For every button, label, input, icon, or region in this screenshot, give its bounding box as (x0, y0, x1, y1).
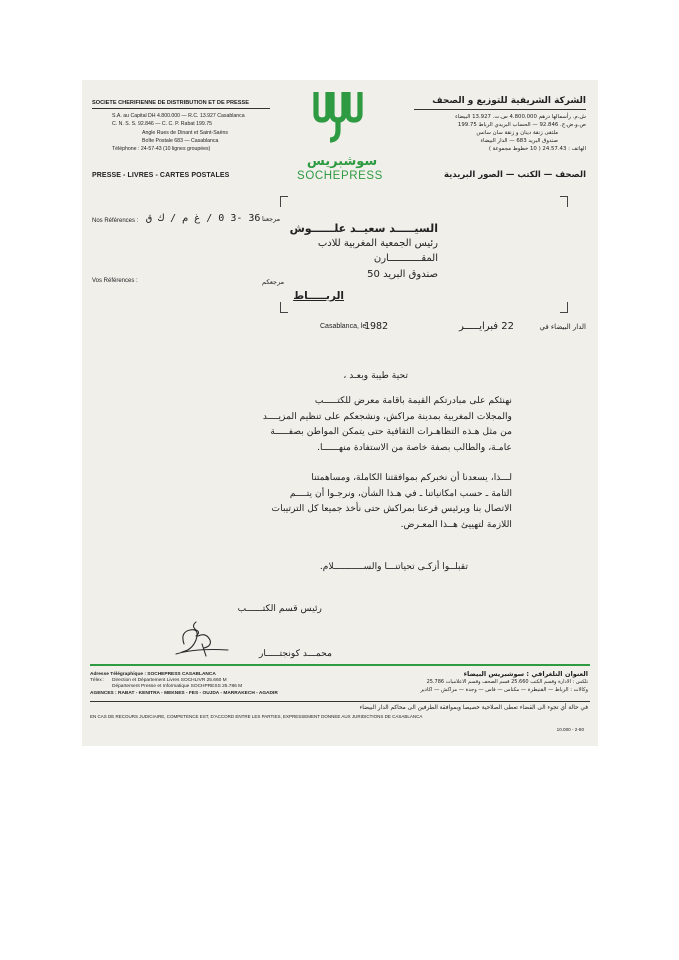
our-references-value: 36 -3 0 / غ م / ك ق (146, 213, 261, 224)
signatory-name: محمـــد كونجتـــــار (258, 648, 332, 659)
paragraph-2-line: الاتصال بنا وبرئيس فرعنا بمراكش حتى نأخذ جميعا كل الترتيبات (271, 503, 512, 515)
address-line-1: Angle Rues de Dinant et Saint-Saëns (142, 130, 228, 136)
paragraph-1 (263, 393, 512, 455)
telex-label-fr: Télex : (90, 678, 105, 683)
company-name-fr: SOCIETE CHERIFIENNE DE DISTRIBUTION ET DE PRESSE (92, 100, 249, 106)
recipient-city: الربـــــاط (293, 290, 344, 302)
recipient-name: السيـــــد سعيــد علــــــوش (289, 222, 438, 235)
date-place-fr: Casablanca, le (320, 323, 367, 330)
address-line-2-ar: صندوق البريد 683 — الدار البيضاء (480, 138, 558, 144)
legal-notice-fr: EN CAS DE RECOURS JUDICIAIRE, COMPETENCE EST, D'ACCORD ENTRE LES PARTIES, EXPRESSEMENT DONNEE AUX JURIDICTIONS DE CASABLANCA (90, 714, 423, 719)
signatory-title: رئيس قسم الكتــــــب (237, 603, 322, 614)
paragraph-2 (272, 470, 512, 532)
handwritten-signature (166, 618, 236, 662)
paragraph-1-line: من مثل هـذه التظاهـرات الثقافية حتى يتمكن المواطن بصفـــــة (270, 426, 512, 438)
our-references-label: Nos Références : (92, 218, 139, 224)
telex-line-2-fr: Département Presse et Informatique SOCHPRESS 25.786 M (112, 684, 243, 689)
print-code: 10.000 - 2-80 (556, 727, 584, 732)
paragraph-2-line: اللازمة لتهييئ هــذا المعـرض. (400, 518, 512, 530)
company-name-ar: الشركة الشريفية للتوزيع و الصحف (432, 96, 586, 106)
header-divider (92, 108, 270, 109)
agencies-ar: وكالات : الرباط — القنيطرة — مكناس — فاس — وجدة — مراكش — اكادير (420, 687, 588, 693)
window-corner-tl (280, 196, 288, 207)
paragraph-1-line: والمجلات المغربية بمدينة مراكش، ونشجعكم على تنظيم المزيــــد (262, 410, 512, 422)
footer-green-rule (90, 664, 590, 666)
paragraph-2-line: التامة ـ حسب امكانياتنا ـ في هـذا الشأن، ونرجـوا أن يتــــم (289, 487, 512, 499)
paragraph-1-line: عامـة، والطالب بصفة خاصة من الاستفادة منهــــــا. (317, 441, 512, 453)
paragraph-2-line: لـــذا، يسعدنا أن نخبركم بموافقتنا الكاملة، ومساهمتنا (311, 472, 512, 483)
date-value-ar: 22 فبرايـــــر (459, 321, 514, 332)
window-corner-tr (560, 196, 568, 207)
cnss-line: C. N. S. S. 92.846 — C. C. P. Rabat 199.75 (112, 121, 212, 127)
logo-arabic-name: سوشبريس (306, 154, 378, 169)
recipient-subtitle: المقـــــــــــارن (373, 253, 438, 264)
window-corner-bl (280, 302, 288, 313)
footer-divider (90, 701, 590, 702)
legal-notice-ar: في حالة أي تجوء الى القضاء تعطى الصلاحية خصيصا وبموافقة الطرفين الى محاكم الدار البيضاء (359, 705, 588, 711)
address-line-2: Boîte Postale 683 — Casablanca (142, 138, 219, 144)
your-references-label: Vos Références : (92, 278, 138, 284)
capital-line-ar: ش.م. رأسمالها درهم 4.800.000 س.ت. 13.927 البيضاء (455, 114, 586, 120)
logo-latin-name: SOCHEPRESS (297, 170, 383, 182)
capital-line: S.A. au Capital DH 4.800.000 — R.C. 13.927 Casablanca (112, 113, 245, 119)
tagline-ar: الصحف — الكتب — الصور البريدية (443, 170, 586, 180)
telegraph-address-ar: العنوان التلغرافي : سوشبريس البيضاء (463, 670, 588, 678)
letter-paper (82, 80, 598, 746)
phone-line: Téléphone : 24-57-43 (10 lignes groupées) (112, 146, 211, 152)
date-year: 1982 (364, 321, 389, 332)
tagline-fr: PRESSE - LIVRES - CARTES POSTALES (92, 172, 230, 179)
our-references-label-ar: مرجعنا (262, 215, 281, 223)
your-references-label-ar: مرجعكم (262, 278, 285, 286)
header-divider-ar (414, 109, 586, 110)
telegraph-address-fr: Adresse Télégraphique : SOCHEPRESS CASABLANCA (90, 672, 216, 677)
telex-line-1-fr: Direction et Département Livres SOCHLIVR 25.660 M (112, 678, 227, 683)
telex-ar: تلكس : الادارة وقسم الكتب 25.660 قسم الصحف وقسم الاعلاميات 25.786 (426, 679, 588, 685)
paragraph-1-line: نهنئكم على مبادرتكم القيمة باقامة معرض للكتـــــب (314, 395, 512, 406)
recipient-title: رئيس الجمعية المغربية للادب (317, 238, 438, 249)
agencies-fr: AGENCES : RABAT - KENITRA - MEKNES - FES - OUJDA - MARRAKECH - AGADIR (90, 691, 278, 696)
window-corner-br (560, 302, 568, 313)
sochepress-logo-icon (310, 90, 366, 144)
cnss-line-ar: ص.و.ض.ج. 92.846 — الحساب البريدي الرباط 199.75 (457, 122, 586, 128)
phone-line-ar: الهاتف : 24.57.43 ( 10 خطوط مجموعة ) (488, 146, 586, 152)
recipient-po-box: صندوق البريد 50 (367, 269, 438, 280)
address-line-1-ar: ملتقى زنقة دينان و زنقة سان سانس (476, 130, 558, 136)
date-place-ar: الدار البيضاء في (539, 323, 586, 331)
closing: تقبلــوا أزكـى تحياتنـــا والســـــــــــلام. (319, 561, 468, 572)
greeting: تحية طيبة وبعـد ، (343, 370, 408, 381)
